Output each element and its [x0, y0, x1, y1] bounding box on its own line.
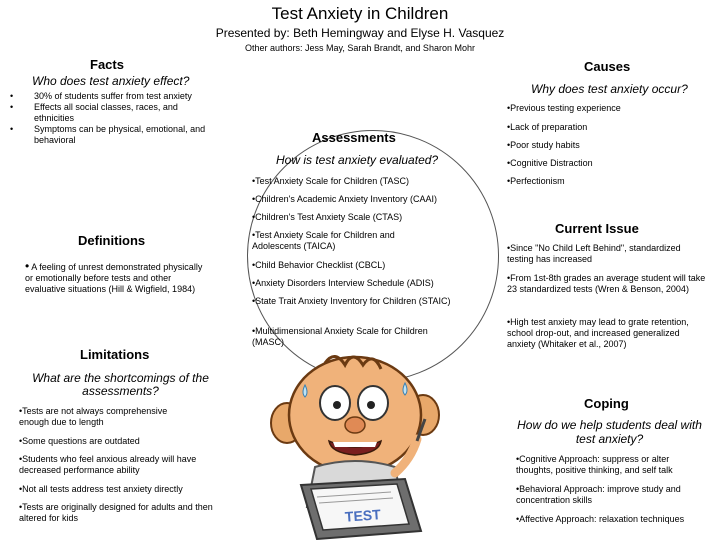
coping-item: •Affective Approach: relaxation techniques	[516, 514, 685, 524]
page-title: Test Anxiety in Children	[271, 4, 449, 23]
assessment-item: •Anxiety Disorders Interview Schedule (ADIS)	[252, 278, 434, 288]
facts-item: • 30% of students suffer from test anxiety	[10, 91, 215, 102]
teeth	[333, 442, 377, 447]
left-pupil	[333, 401, 341, 409]
current-issue-item: •From 1st-8th grades an average student will take 23 standardized tests (Wren & Benson, 2004)	[507, 273, 706, 294]
coping-item: •Behavioral Approach: improve study and concentration skills	[516, 484, 681, 505]
definitions-heading: Definitions	[78, 233, 146, 248]
assessment-item: •Test Anxiety Scale for Children (TASC)	[252, 176, 410, 186]
coping-item: •Cognitive Approach: suppress or alter thoughts, positive thinking, and self talk	[516, 454, 673, 475]
facts-list	[10, 91, 215, 146]
assessment-item: •State Trait Anxiety Inventory for Children (STAIC)	[252, 296, 451, 306]
limitations-item: •Not all tests address test anxiety directly	[19, 484, 183, 494]
paper-text: TEST	[344, 506, 382, 525]
assessment-item: •Children's Test Anxiety Scale (CTAS)	[252, 212, 403, 222]
limitations-item: •Tests are not always comprehensive enough due to length	[19, 406, 168, 427]
causes-item: •Lack of preparation	[507, 122, 588, 132]
causes-question: Why does test anxiety occur?	[531, 82, 688, 96]
nose	[345, 417, 365, 433]
causes-item: •Poor study habits	[507, 140, 580, 150]
limitations-item: •Some questions are outdated	[19, 436, 140, 446]
definitions-body: A feeling of unrest demonstrated physically or emotionally before tests and other evaluative situations (Hill & Wigfield, 1984)	[25, 262, 203, 294]
assessment-item: •Child Behavior Checklist (CBCL)	[252, 260, 386, 270]
assessment-item: •Children's Academic Anxiety Inventory (CAAI)	[252, 194, 437, 204]
presenters: Presented by: Beth Hemingway and Elyse H. Vasquez	[215, 26, 505, 40]
other-authors: Other authors: Jess May, Sarah Brandt, and Sharon Mohr	[245, 43, 475, 53]
facts-heading: Facts	[90, 57, 124, 72]
limitations-item: •Tests are originally designed for adults and then altered for kids	[19, 502, 213, 523]
causes-item: •Previous testing experience	[507, 103, 621, 113]
causes-heading: Causes	[584, 59, 631, 74]
coping-heading: Coping	[584, 396, 629, 411]
current-issue-heading: Current Issue	[555, 221, 639, 236]
causes-item: •Cognitive Distraction	[507, 158, 593, 168]
assessments-heading: Assessments	[312, 130, 396, 145]
coping-question: How do we help students deal with test anxiety?	[517, 418, 702, 446]
current-issue-item: •Since "No Child Left Behind", standardized testing has increased	[507, 243, 681, 264]
limitations-item: •Students who feel anxious already will have decreased performance ability	[19, 454, 197, 475]
current-issue-item: •High test anxiety may lead to grate retention, school drop-out, and increased generalized anxiety (Whitaker et al., 2007)	[507, 317, 689, 349]
causes-item: •Perfectionism	[507, 176, 565, 186]
facts-item: • Effects all social classes, races, and ethnicities	[10, 102, 215, 124]
right-pupil	[367, 401, 375, 409]
assessments-question: How is test anxiety evaluated?	[276, 153, 439, 167]
assessment-item: •Test Anxiety Scale for Children and Adolescents (TAICA)	[252, 230, 395, 251]
limitations-question: What are the shortcomings of the assessments?	[32, 371, 209, 398]
assessment-item: •Multidimensional Anxiety Scale for Children (MASC)	[252, 326, 428, 347]
facts-question: Who does test anxiety effect?	[32, 74, 190, 88]
anxious-child-illustration	[255, 345, 455, 540]
facts-item: • Symptoms can be physical, emotional, and behavioral	[10, 124, 215, 146]
limitations-heading: Limitations	[80, 347, 150, 362]
definitions-text: • A feeling of unrest demonstrated physically or emotionally before tests and other evaluative situations (Hill & Wigfield, 1984)	[25, 259, 203, 294]
